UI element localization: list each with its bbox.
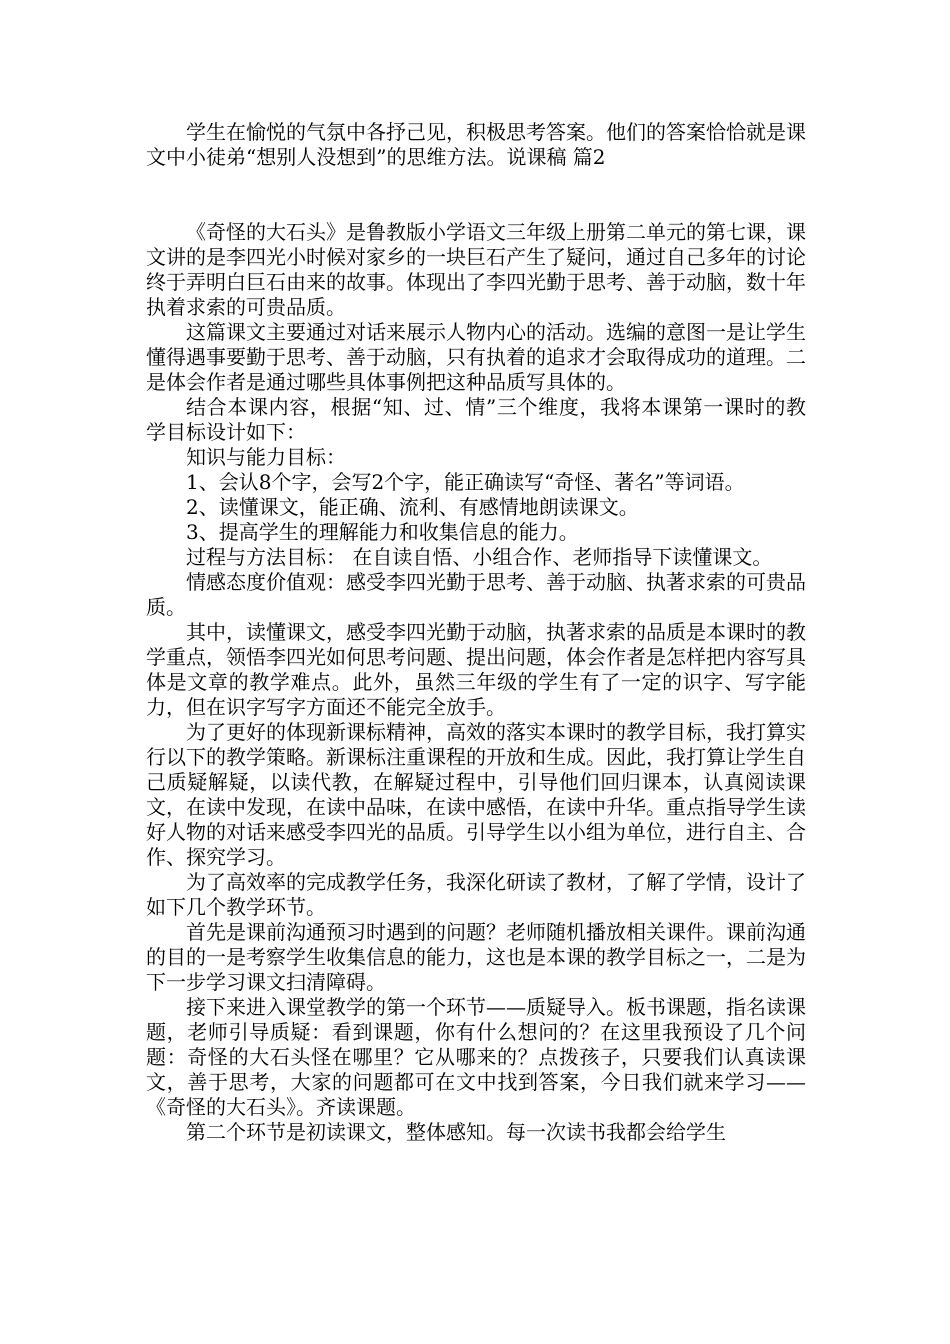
paragraph-1: 《奇怪的大石头》是鲁教版小学语文三年级上册第二单元的第七课，课文讲的是李四光小时候对家乡的一块巨石产生了疑问，通过自己多年的讨论终于弄明白巨石由来的故事。体现出了李四光勤于思考、善于动脑，数十年执着求索的可贵品质。 (146, 220, 806, 319)
paragraph-3: 结合本课内容，根据“知、过、情”三个维度，我将本课第一课时的教学目标设计如下： (146, 395, 806, 444)
paragraph-12: 为了高效率的完成教学任务，我深化研读了教材，了解了学情，设计了如下几个教学环节。 (146, 870, 806, 919)
paragraph-9: 情感态度价值观：感受李四光勤于思考、善于动脑、执著求索的可贵品质。 (146, 570, 806, 619)
paragraph-2: 这篇课文主要通过对话来展示人物内心的活动。选编的意图一是让学生懂得遇事要勤于思考、善于动脑，只有执着的追求才会取得成功的道理。二是体会作者是通过哪些具体事例把这种品质写具体的。 (146, 320, 806, 394)
paragraph-6: 2、读懂课文，能正确、流利、有感情地朗读课文。 (186, 495, 639, 519)
section-gap (146, 170, 806, 220)
intro-paragraph: 学生在愉悦的气氛中各抒己见，积极思考答案。他们的答案恰恰就是课文中小徒弟“想别人没想到”的思维方法。说课稿 篇2 (146, 120, 806, 169)
paragraph-11: 为了更好的体现新课标精神，高效的落实本课时的教学目标，我打算实行以下的教学策略。新课标注重课程的开放和生成。因此，我打算让学生自己质疑解疑，以读代教，在解疑过程中，引导他们回归课本，认真阅读课文，在读中发现，在读中品味，在读中感悟，在读中升华。重点指导学生读好人物的对话来感受李四光的品质。引导学生以小组为单位，进行自主、合作、探究学习。 (146, 720, 806, 869)
document-page (146, 120, 806, 1145)
paragraph-7: 3、提高学生的理解能力和收集信息的能力。 (186, 520, 579, 544)
paragraph-4: 知识与能力目标： (186, 445, 346, 469)
paragraph-5: 1、会认8个字，会写2个字，能正确读写“奇怪、著名”等词语。 (186, 470, 745, 494)
paragraph-15: 第二个环节是初读课文，整体感知。每一次读书我都会给学生 (186, 1120, 726, 1144)
paragraph-13: 首先是课前沟通预习时遇到的问题？老师随机播放相关课件。课前沟通的目的一是考察学生收集信息的能力，这也是本课的教学目标之一，二是为下一步学习课文扫清障碍。 (146, 920, 806, 994)
paragraph-8: 过程与方法目标： 在自读自悟、小组合作、老师指导下读懂课文。 (186, 545, 773, 569)
paragraph-10: 其中，读懂课文，感受李四光勤于动脑，执著求索的品质是本课时的教学重点，领悟李四光如何思考问题、提出问题，体会作者是怎样把内容写具体是文章的教学难点。此外，虽然三年级的学生有了一定的识字、写字能力，但在识字写字方面还不能完全放手。 (146, 620, 806, 719)
paragraph-14: 接下来进入课堂教学的第一个环节——质疑导入。板书课题，指名读课题，老师引导质疑：看到课题，你有什么想问的？在这里我预设了几个问题：奇怪的大石头怪在哪里？它从哪来的？点拨孩子，只要我们认真读课文，善于思考，大家的问题都可在文中找到答案，今日我们就来学习——《奇怪的大石头》。齐读课题。 (146, 995, 806, 1119)
